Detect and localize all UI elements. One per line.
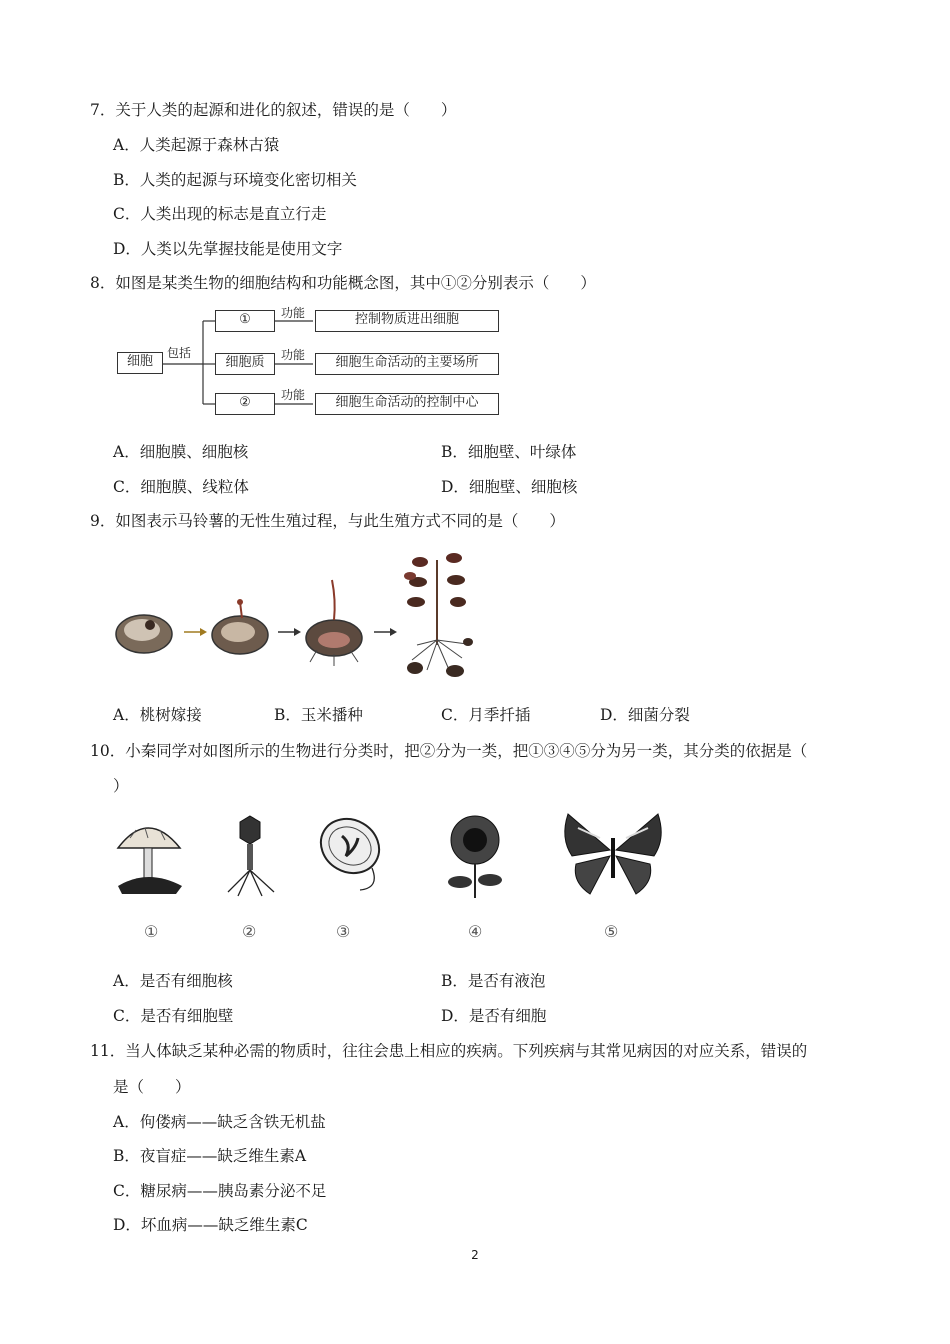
organism-label-5: ⑤ (604, 922, 619, 941)
organisms-illustration (110, 808, 670, 948)
potato-reproduction-figure (112, 540, 492, 690)
potato-plant (404, 553, 473, 677)
q8-option-d: D．细胞壁、细胞核 (441, 478, 578, 496)
q8-stem: 8．如图是某类生物的细胞结构和功能概念图，其中①②分别表示（ ） (90, 274, 596, 292)
q8-option-a: A．细胞膜、细胞核 (113, 443, 249, 461)
diagram-root-cell: 细胞 (117, 352, 163, 374)
q10-option-a: A．是否有细胞核 (113, 972, 233, 990)
q11-option-b: B．夜盲症——缺乏维生素A (113, 1147, 307, 1165)
bacteriophage-drawing (228, 816, 274, 896)
organisms-figure (110, 808, 670, 948)
q8-option-b: B．细胞壁、叶绿体 (441, 443, 577, 461)
diagram-function-3: 细胞生命活动的控制中心 (315, 393, 499, 415)
bacterium-drawing (311, 808, 389, 890)
q7-stem: 7．关于人类的起源和进化的叙述，错误的是（ ） (90, 101, 457, 119)
q9-option-a: A．桃树嫁接 (113, 706, 202, 724)
q9-option-d: D．细菌分裂 (600, 706, 690, 724)
cell-concept-diagram (115, 306, 505, 422)
potato-stage-2 (212, 599, 268, 654)
sunflower-drawing (448, 816, 502, 898)
mushroom-drawing (118, 828, 182, 894)
arrow-3 (374, 628, 397, 636)
diagram-function-label-1: 功能 (281, 306, 306, 320)
q8-option-c: C．细胞膜、线粒体 (113, 478, 249, 496)
q10-option-b: B．是否有液泡 (441, 972, 546, 990)
arrow-2 (278, 628, 301, 636)
potato-stages-illustration (112, 540, 492, 690)
q7-option-a: A．人类起源于森林古猿 (113, 136, 280, 154)
q11-option-a: A．佝偻病——缺乏含铁无机盐 (113, 1113, 326, 1131)
potato-stage-1 (116, 615, 172, 653)
q9-option-b: B．玉米播种 (274, 706, 363, 724)
q7-option-c: C．人类出现的标志是直立行走 (113, 205, 327, 223)
q11-stem-line1: 11．当人体缺乏某种必需的物质时，往往会患上相应的疾病。下列疾病与其常见病因的对应关系，错误的 (90, 1042, 808, 1060)
diagram-include-label: 包括 (167, 346, 192, 360)
butterfly-drawing (565, 814, 661, 894)
q10-option-c: C．是否有细胞壁 (113, 1007, 234, 1025)
diagram-part-cytoplasm: 细胞质 (215, 353, 275, 375)
diagram-part-2: ② (215, 393, 275, 415)
q11-stem-line2: 是（ ） (113, 1078, 191, 1096)
q10-option-d: D．是否有细胞 (441, 1007, 547, 1025)
diagram-part-1: ① (215, 310, 275, 332)
organism-label-3: ③ (336, 922, 351, 941)
q10-stem-line1: 10．小秦同学对如图所示的生物进行分类时，把②分为一类，把①③④⑤分为另一类，其分类的依据是（ (90, 742, 808, 760)
q10-stem-line2: ） (113, 777, 129, 795)
q9-stem: 9．如图表示马铃薯的无性生殖过程，与此生殖方式不同的是（ ） (90, 512, 565, 530)
diagram-function-label-2: 功能 (281, 348, 306, 362)
page-number: 2 (471, 1248, 479, 1262)
potato-stage-3 (306, 580, 362, 666)
q11-option-c: C．糖尿病——胰岛素分泌不足 (113, 1182, 327, 1200)
organism-label-4: ④ (468, 922, 483, 941)
organism-label-2: ② (242, 922, 257, 941)
arrow-1 (184, 628, 207, 636)
diagram-function-label-3: 功能 (281, 388, 306, 402)
q11-option-d: D．坏血病——缺乏维生素C (113, 1216, 308, 1234)
diagram-function-1: 控制物质进出细胞 (315, 310, 499, 332)
q7-option-d: D．人类以先掌握技能是使用文字 (113, 240, 343, 258)
diagram-function-2: 细胞生命活动的主要场所 (315, 353, 499, 375)
q7-option-b: B．人类的起源与环境变化密切相关 (113, 171, 357, 189)
organism-label-1: ① (144, 922, 159, 941)
q9-option-c: C．月季扦插 (441, 706, 531, 724)
